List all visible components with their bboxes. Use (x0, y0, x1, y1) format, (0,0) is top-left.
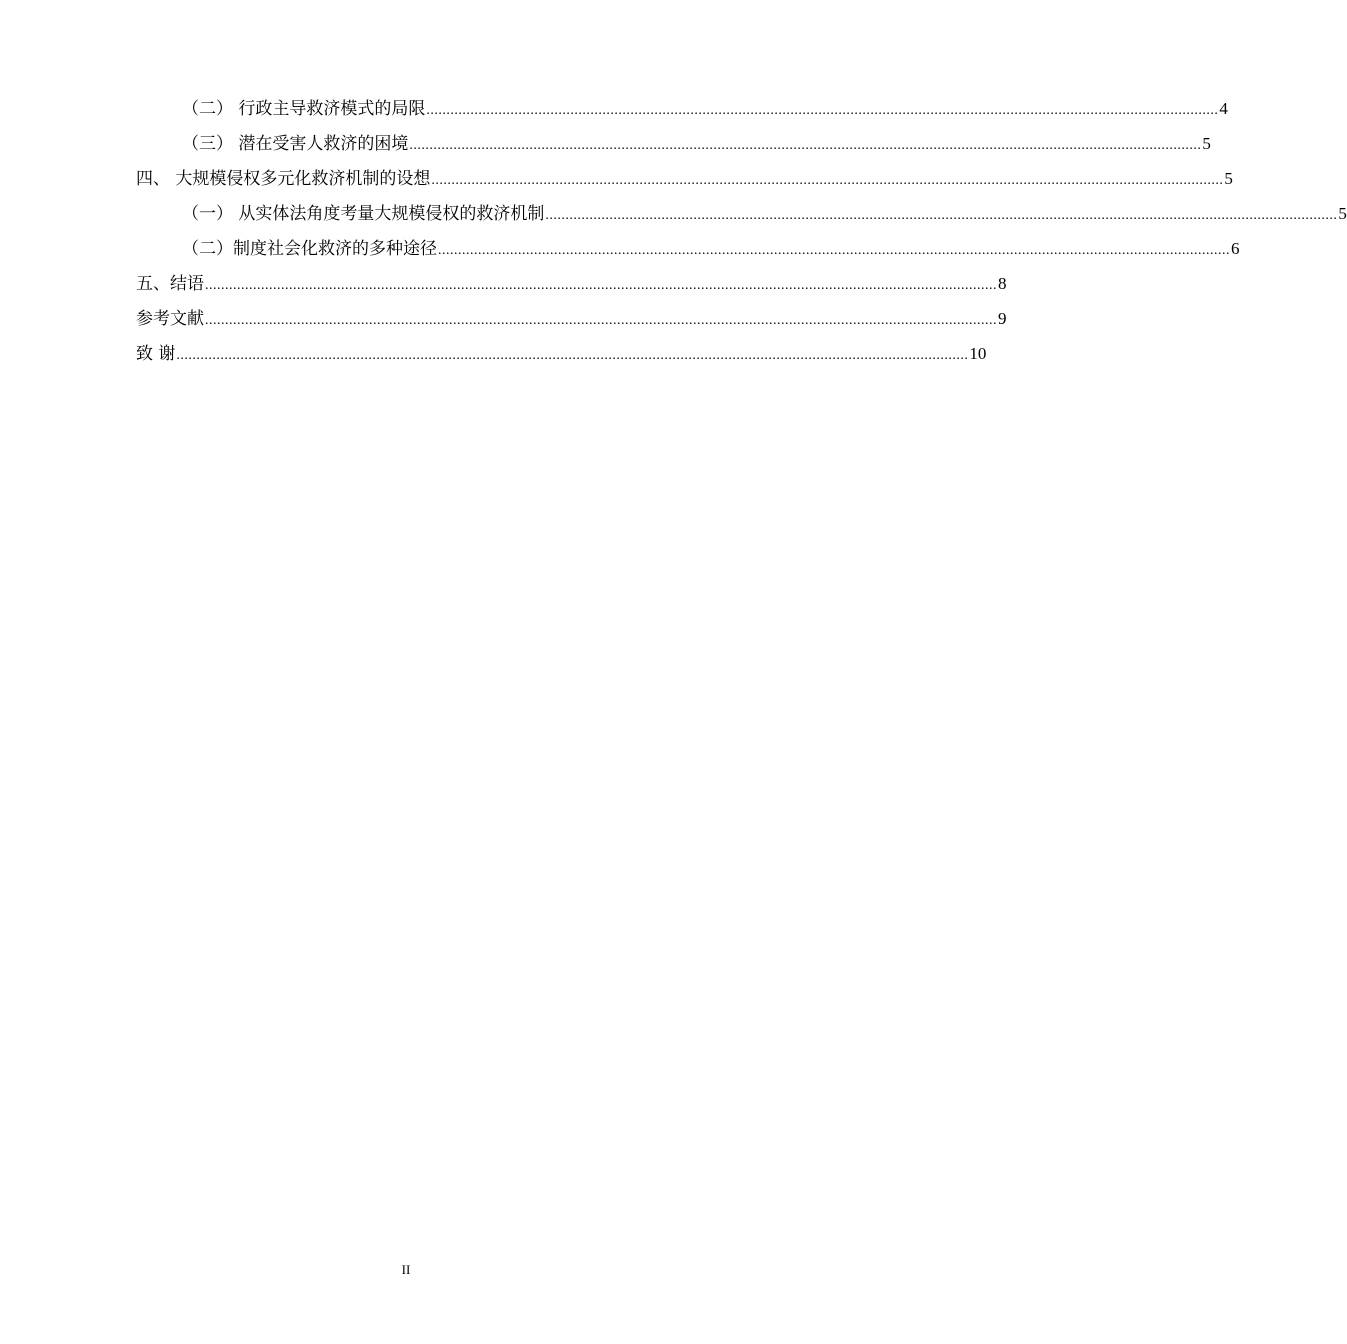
toc-entry-title: （三） 潜在受害人救济的困境 (182, 134, 409, 154)
toc-entry[interactable] (136, 167, 1233, 202)
toc-entry-title: 参考文献 (136, 309, 204, 329)
toc-dot-leader: ...................................................................................................................................................................................................... (426, 103, 1219, 118)
toc-entry[interactable] (136, 132, 1211, 167)
toc-entry-page: 5 (1224, 169, 1233, 188)
toc-entry-page: 10 (969, 344, 987, 363)
toc-entry[interactable] (136, 237, 1240, 272)
page-number: II (401, 1262, 411, 1277)
toc-entry-page: 8 (998, 274, 1007, 293)
toc-entry-title: 致 谢 (136, 344, 176, 364)
toc-entry-page: 4 (1219, 99, 1228, 118)
toc-entry-page: 6 (1231, 239, 1240, 258)
toc-entry-page: 5 (1202, 134, 1211, 153)
toc-entry-title: （二）制度社会化救济的多种途径 (182, 239, 437, 259)
toc-dot-leader: ...................................................................................................................................................................................................... (438, 243, 1230, 258)
toc-dot-leader: ...................................................................................................................................................................................................... (176, 348, 969, 363)
toc-entry-title: 四、 大规模侵权多元化救济机制的设想 (136, 169, 431, 189)
toc-dot-leader: ...................................................................................................................................................................................................... (205, 278, 997, 293)
toc-dot-leader: ...................................................................................................................................................................................................... (205, 313, 997, 328)
toc-entry-title: （一） 从实体法角度考量大规模侵权的救济机制 (182, 204, 545, 224)
table-of-contents (136, 97, 1347, 377)
toc-entry-title: （二） 行政主导救济模式的局限 (182, 99, 426, 119)
toc-entry-page: 5 (1338, 204, 1347, 223)
toc-dot-leader: ...................................................................................................................................................................................................... (431, 173, 1224, 188)
toc-dot-leader: ...................................................................................................................................................................................................... (545, 208, 1338, 223)
toc-entry-title: 五、结语 (136, 274, 204, 294)
toc-entry-page: 9 (998, 309, 1007, 328)
toc-entry[interactable] (136, 202, 1347, 237)
toc-entry[interactable] (136, 272, 1007, 307)
toc-entry[interactable] (136, 307, 1007, 342)
toc-entry[interactable] (136, 342, 987, 377)
toc-dot-leader: ...................................................................................................................................................................................................... (409, 138, 1202, 153)
toc-entry[interactable] (136, 97, 1228, 132)
